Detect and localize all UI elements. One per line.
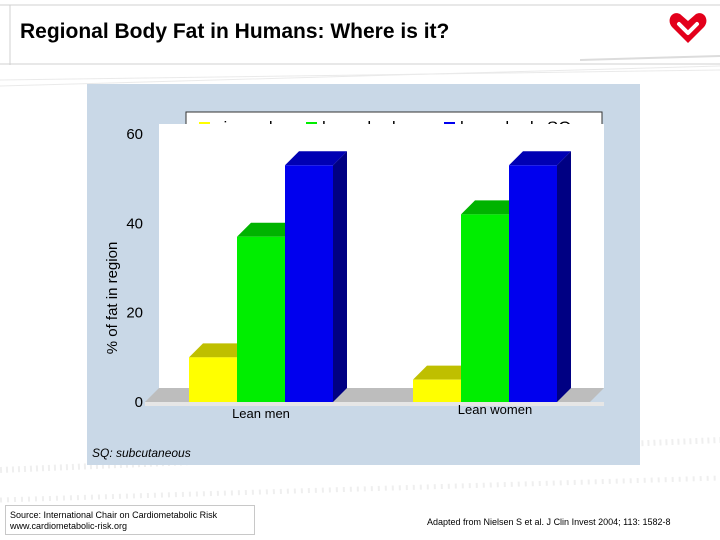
y-tick-label: 0 (134, 394, 143, 411)
slide-title: Regional Body Fat in Humans: Where is it? (20, 20, 450, 43)
bar-side (333, 151, 347, 402)
y-tick-label: 60 (126, 126, 143, 143)
footnote: SQ: subcutaneous (92, 446, 191, 460)
y-tick-label: 20 (126, 304, 143, 322)
source-line: Source: International Chair on Cardiometabolic Risk (10, 510, 218, 520)
bar (509, 165, 557, 402)
bar (461, 214, 509, 402)
chart-panel (87, 84, 640, 465)
y-axis-title: % of fat in region (104, 241, 121, 355)
citation: Adapted from Nielsen S et al. J Clin Invest 2004; 113: 1582-8 (427, 517, 671, 527)
bar-chart (87, 84, 640, 465)
bar-side (557, 151, 571, 402)
bar (189, 357, 237, 402)
bar (237, 237, 285, 402)
y-tick-label: 40 (126, 215, 143, 233)
source-box (5, 505, 255, 535)
bar (285, 165, 333, 402)
source-url[interactable]: www.cardiometabolic-risk.org (10, 521, 128, 531)
category-label: Lean women (457, 402, 533, 417)
chart-floor-edge (145, 402, 604, 406)
bar (413, 380, 461, 402)
heart-arrow-icon (668, 10, 708, 46)
category-label: Lean men (232, 406, 290, 421)
